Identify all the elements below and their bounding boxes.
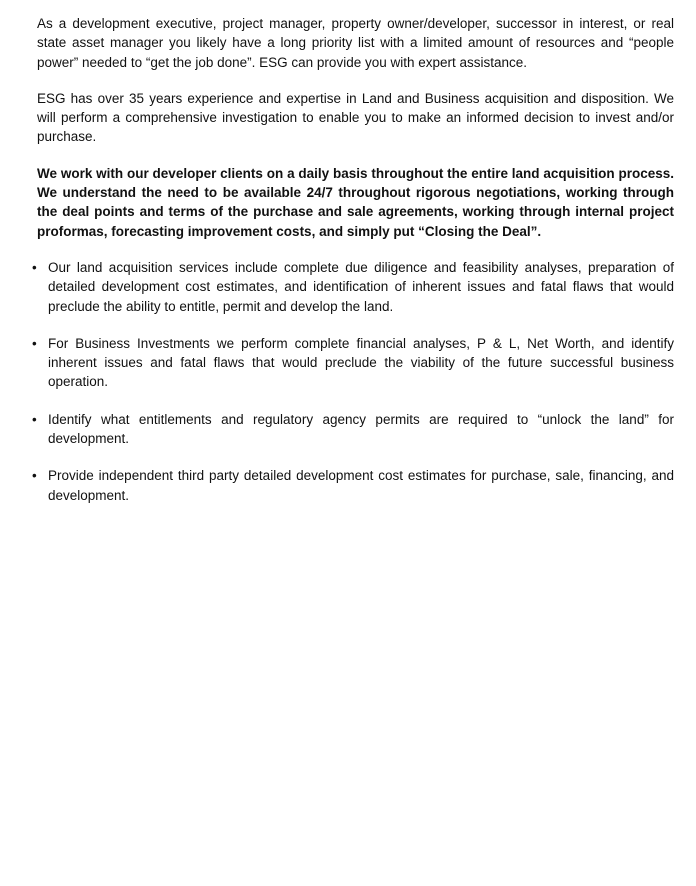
list-item-text: Provide independent third party detailed development cost estimates for purchase, sale, financing, and development. [48,468,674,503]
list-item-text: Identify what entitlements and regulatory agency permits are required to “unlock the land” for development. [48,411,674,447]
list-item-text: Our land acquisition services include complete due diligence and feasibility analyses, preparation of detailed development cost estimates, and identification of inherent issues and fatal flaws that would preclude the ability to entitle, permit and develop the land. [48,259,674,314]
services-list [32,258,674,505]
list-item [32,410,674,449]
list-item [32,334,674,392]
bullet-icon: • [32,335,37,351]
list-item-text: For Business Investments we perform complete financial analyses, P & L, Net Worth, and identify inherent issues and fatal flaws that would preclude the viability of the future successful business operation. [48,335,674,390]
document-page [32,14,674,523]
bullet-icon: • [32,411,37,427]
intro-paragraph: As a development executive, project manager, property owner/developer, successor in interest, or real state asset manager you likely have a long priority list with a limited amount of resources and “people power” needed to “get the job done”. ESG can provide you with expert assistance. [37,16,674,70]
list-item [32,258,674,316]
list-item [32,466,674,505]
bullet-icon: • [32,468,37,484]
bullet-icon: • [32,259,37,275]
developer-clients-paragraph: We work with our developer clients on a daily basis throughout the entire land acquisition process. We understand the need to be available 24/7 throughout rigorous negotiations, working through the deal points and terms of the purchase and sale agreements, working through internal project proformas, forecasting improvement costs, and simply put “Closing the Deal”. [37,165,674,239]
experience-paragraph: ESG has over 35 years experience and expertise in Land and Business acquisition and disposition. We will perform a comprehensive investigation to enable you to make an informed decision to invest and/or purchase. [37,90,674,145]
